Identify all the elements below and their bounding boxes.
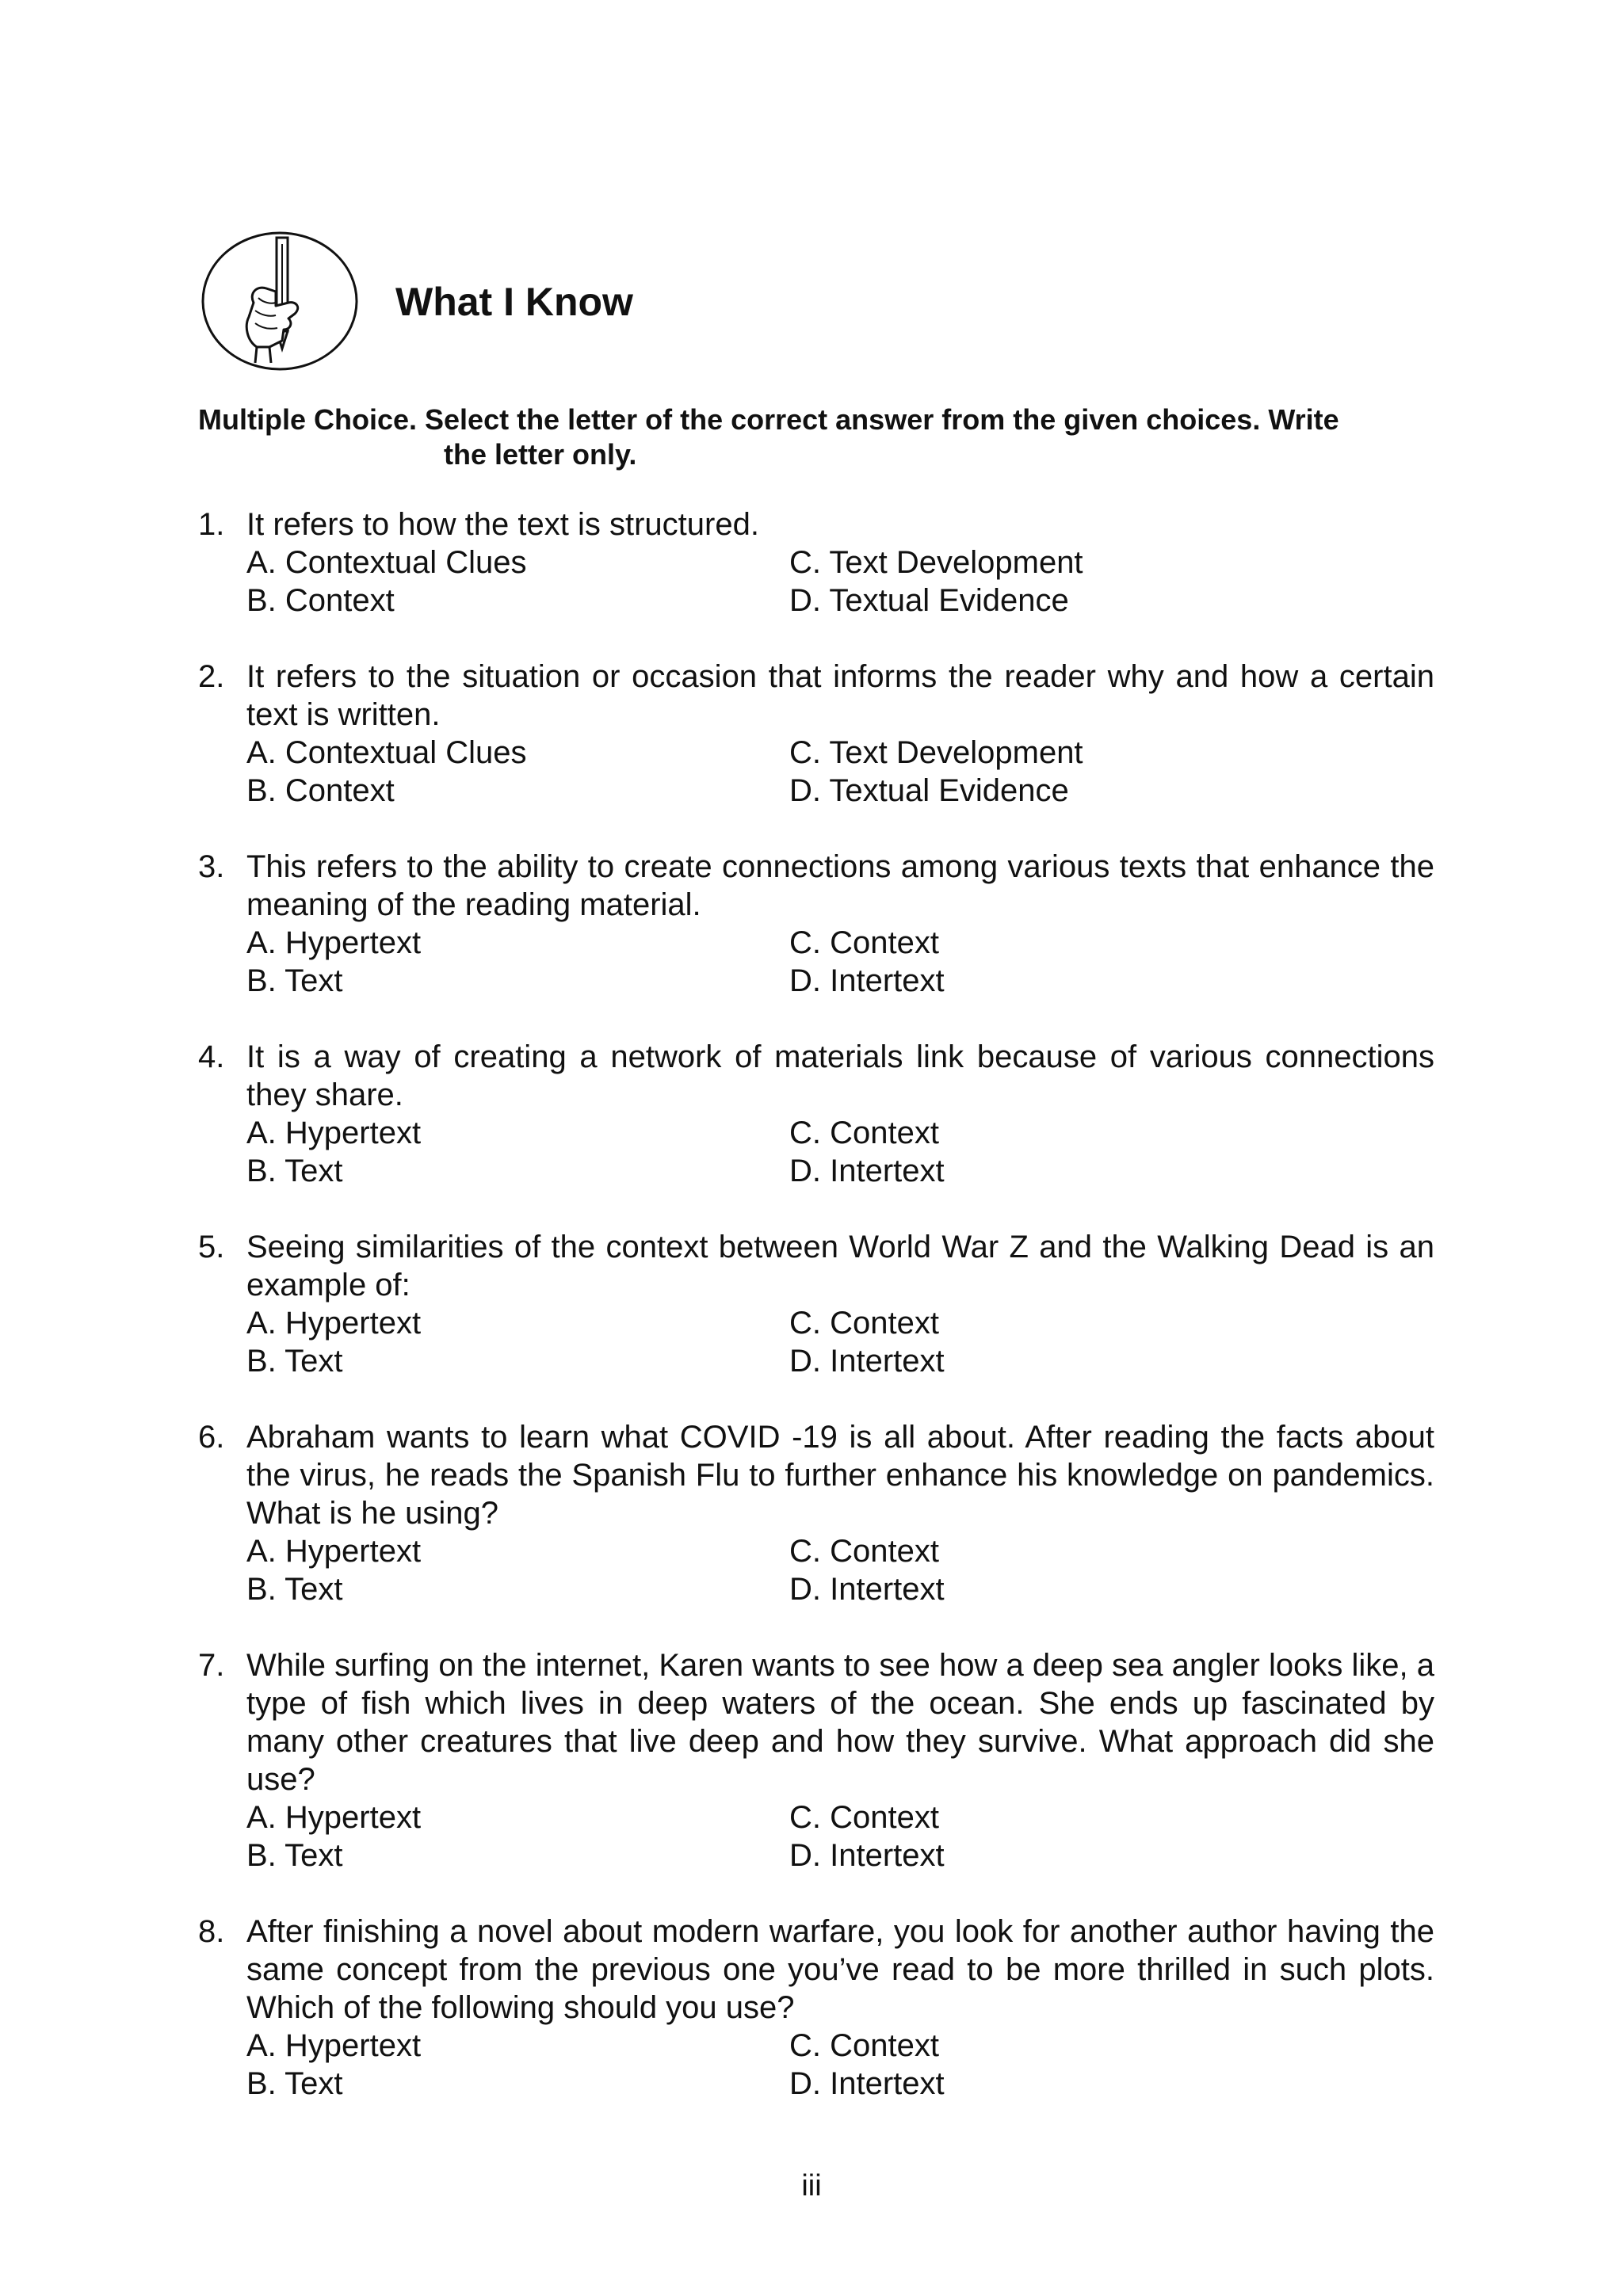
choice-d: D. Intertext bbox=[789, 1344, 945, 1379]
hand-holding-pencil-icon bbox=[200, 230, 360, 372]
question-item bbox=[198, 1646, 1434, 1875]
instructions-line-2: the letter only. bbox=[444, 438, 637, 471]
question-item bbox=[198, 1038, 1434, 1190]
question-item bbox=[198, 1418, 1434, 1608]
choice-a: A. Hypertext bbox=[246, 1306, 422, 1341]
choice-d: D. Intertext bbox=[789, 1838, 945, 1873]
choice-c: C. Context bbox=[789, 1306, 939, 1341]
choice-grid bbox=[246, 1532, 1434, 1608]
question-number: 5. bbox=[198, 1230, 225, 1264]
choice-grid bbox=[246, 1114, 1434, 1190]
question-item bbox=[198, 505, 1434, 620]
question-item bbox=[198, 1913, 1434, 2103]
question-number: 4. bbox=[198, 1039, 225, 1074]
question-text: Seeing similarities of the context between World War Z and the Walking Dead is an example of: bbox=[246, 1230, 1434, 1302]
choice-grid bbox=[246, 924, 1434, 1000]
question-number: 6. bbox=[198, 1420, 225, 1455]
question-number: 7. bbox=[198, 1648, 225, 1683]
choice-c: C. Text Development bbox=[789, 735, 1083, 770]
choice-grid bbox=[246, 1798, 1434, 1875]
choice-a: A. Hypertext bbox=[246, 1534, 422, 1569]
choice-d: D. Textual Evidence bbox=[789, 773, 1069, 808]
choice-b: B. Text bbox=[246, 963, 343, 998]
choice-grid bbox=[246, 543, 1434, 620]
choice-b: B. Text bbox=[246, 2066, 343, 2101]
choice-d: D. Textual Evidence bbox=[789, 583, 1069, 618]
page-number: iii bbox=[801, 2169, 822, 2203]
question-text: It is a way of creating a network of materials link because of various connections they share. bbox=[246, 1039, 1434, 1112]
question-number: 8. bbox=[198, 1914, 225, 1949]
question-text: After finishing a novel about modern warfare, you look for another author having the same concept from the previous one you’ve read to be more thrilled in such plots. Which of the following should you use? bbox=[246, 1914, 1434, 2025]
choice-b: B. Context bbox=[246, 583, 395, 618]
instructions-line-1: Multiple Choice. Select the letter of the correct answer from the given choices. Write bbox=[198, 403, 1339, 436]
choice-b: B. Text bbox=[246, 1572, 343, 1607]
choice-c: C. Text Development bbox=[789, 545, 1083, 580]
question-list bbox=[198, 505, 1434, 2141]
question-text: It refers to how the text is structured. bbox=[246, 507, 759, 542]
question-text: Abraham wants to learn what COVID -19 is all about. After reading the facts about the virus, he reads the Spanish Flu to further enhance his knowledge on pandemics. What is he using? bbox=[246, 1420, 1434, 1531]
question-text: It refers to the situation or occasion that informs the reader why and how a certain text is written. bbox=[246, 659, 1434, 732]
choice-d: D. Intertext bbox=[789, 1572, 945, 1607]
choice-a: A. Contextual Clues bbox=[246, 545, 527, 580]
choice-grid bbox=[246, 2027, 1434, 2103]
section-header bbox=[200, 230, 1468, 380]
question-item bbox=[198, 1228, 1434, 1380]
section-title: What I Know bbox=[395, 280, 633, 324]
choice-c: C. Context bbox=[789, 1534, 939, 1569]
question-number: 3. bbox=[198, 849, 225, 884]
choice-a: A. Hypertext bbox=[246, 1116, 422, 1150]
question-item bbox=[198, 848, 1434, 1000]
choice-c: C. Context bbox=[789, 1116, 939, 1150]
choice-grid bbox=[246, 734, 1434, 810]
choice-a: A. Hypertext bbox=[246, 1800, 422, 1835]
choice-c: C. Context bbox=[789, 1800, 939, 1835]
question-text: This refers to the ability to create connections among various texts that enhance the meaning of the reading material. bbox=[246, 849, 1434, 922]
choice-grid bbox=[246, 1304, 1434, 1380]
choice-b: B. Text bbox=[246, 1838, 343, 1873]
instructions bbox=[198, 402, 1442, 472]
choice-a: A. Hypertext bbox=[246, 2028, 422, 2063]
choice-d: D. Intertext bbox=[789, 2066, 945, 2101]
choice-a: A. Contextual Clues bbox=[246, 735, 527, 770]
question-number: 2. bbox=[198, 659, 225, 694]
choice-b: B. Context bbox=[246, 773, 395, 808]
question-number: 1. bbox=[198, 507, 225, 542]
choice-c: C. Context bbox=[789, 2028, 939, 2063]
choice-a: A. Hypertext bbox=[246, 925, 422, 960]
choice-d: D. Intertext bbox=[789, 1154, 945, 1188]
question-text: While surfing on the internet, Karen wants to see how a deep sea angler looks like, a type of fish which lives in deep waters of the ocean. She ends up fascinated by many other creatures that live deep and how they survive. What approach did she use? bbox=[246, 1648, 1434, 1797]
choice-b: B. Text bbox=[246, 1154, 343, 1188]
choice-d: D. Intertext bbox=[789, 963, 945, 998]
choice-c: C. Context bbox=[789, 925, 939, 960]
question-item bbox=[198, 658, 1434, 810]
choice-b: B. Text bbox=[246, 1344, 343, 1379]
